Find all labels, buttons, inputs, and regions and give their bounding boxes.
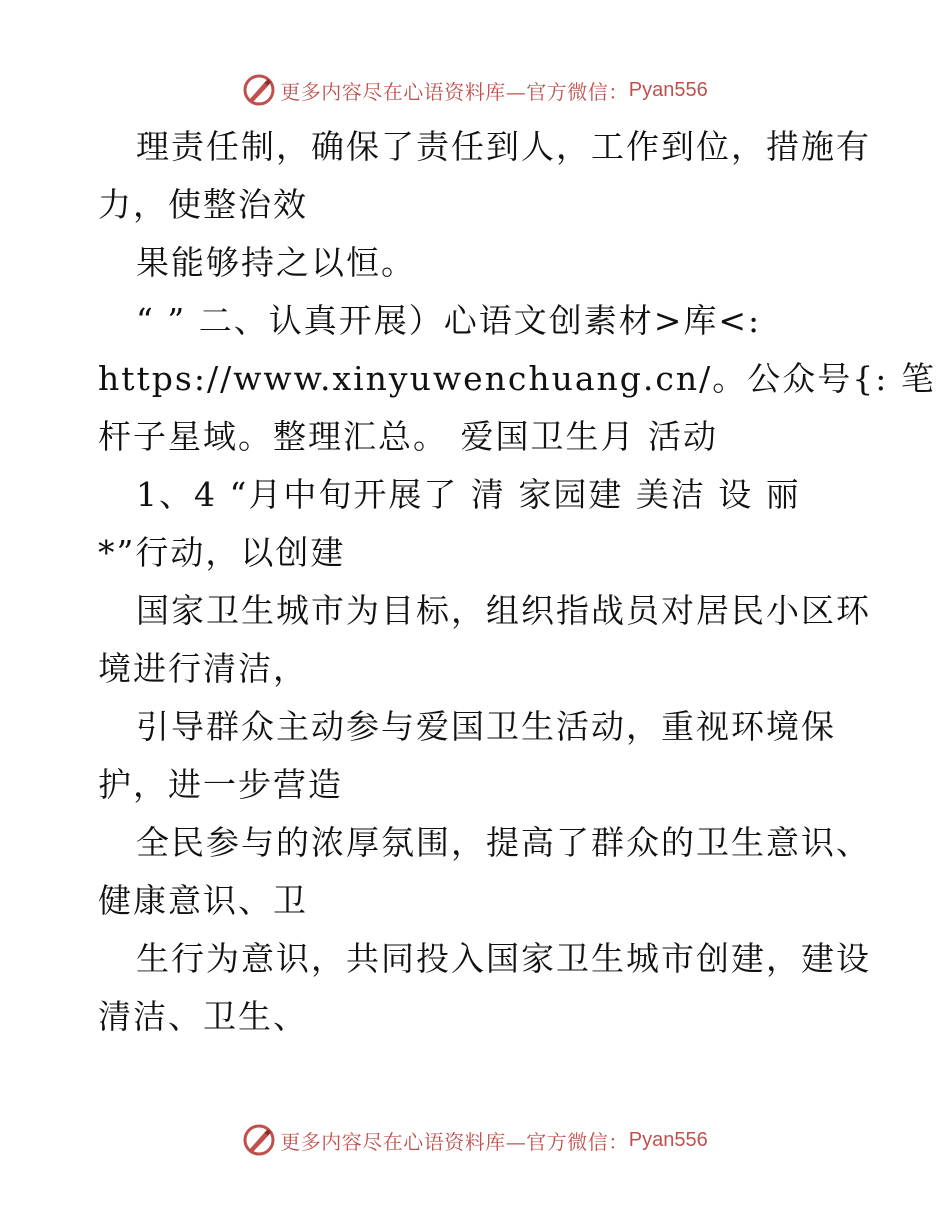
- body-line: 全民参与的浓厚氛围，提高了群众的卫生意识、: [136, 823, 871, 862]
- body-line: https://www.xinyuwenchuang.cn/。公众号{: 笔: [98, 359, 936, 398]
- body-line: 理责任制，确保了责任到人，工作到位，措施有: [136, 127, 871, 166]
- footer-wechat-id: Pyan556: [628, 1128, 708, 1151]
- pen-logo-icon: [242, 1123, 276, 1157]
- header-banner: [0, 70, 950, 110]
- body-line: 1、4 “月中旬开展了 清 家园建 美洁 设 丽: [136, 475, 801, 514]
- header-banner-text: 更多内容尽在心语资料库—官方微信：: [280, 79, 629, 104]
- body-line: 护，进一步营造: [98, 765, 343, 804]
- body-line: 引导群众主动参与爱国卫生活动，重视环境保: [136, 707, 836, 746]
- body-line: 杆子星域。整理汇总。 爱国卫生月 活动: [98, 417, 718, 456]
- pen-logo-icon: [242, 73, 276, 107]
- footer-banner: [0, 1120, 950, 1160]
- body-line: 清洁、卫生、: [98, 997, 308, 1036]
- body-line: 国家卫生城市为目标，组织指战员对居民小区环: [136, 591, 871, 630]
- document-body: [98, 118, 936, 1046]
- body-line: 果能够持之以恒。: [136, 243, 416, 282]
- body-line: 生行为意识，共同投入国家卫生城市创建，建设: [136, 939, 871, 978]
- footer-banner-text: 更多内容尽在心语资料库—官方微信：: [280, 1129, 629, 1154]
- body-line: 境进行清洁，: [98, 649, 308, 688]
- body-line: 力，使整治效: [98, 185, 308, 224]
- header-wechat-id: Pyan556: [628, 78, 708, 101]
- body-line: “ ” 二、认真开展）心语文创素材>库<:: [136, 301, 762, 340]
- body-line: *”行动，以创建: [98, 533, 346, 572]
- body-line: 健康意识、卫: [98, 881, 308, 920]
